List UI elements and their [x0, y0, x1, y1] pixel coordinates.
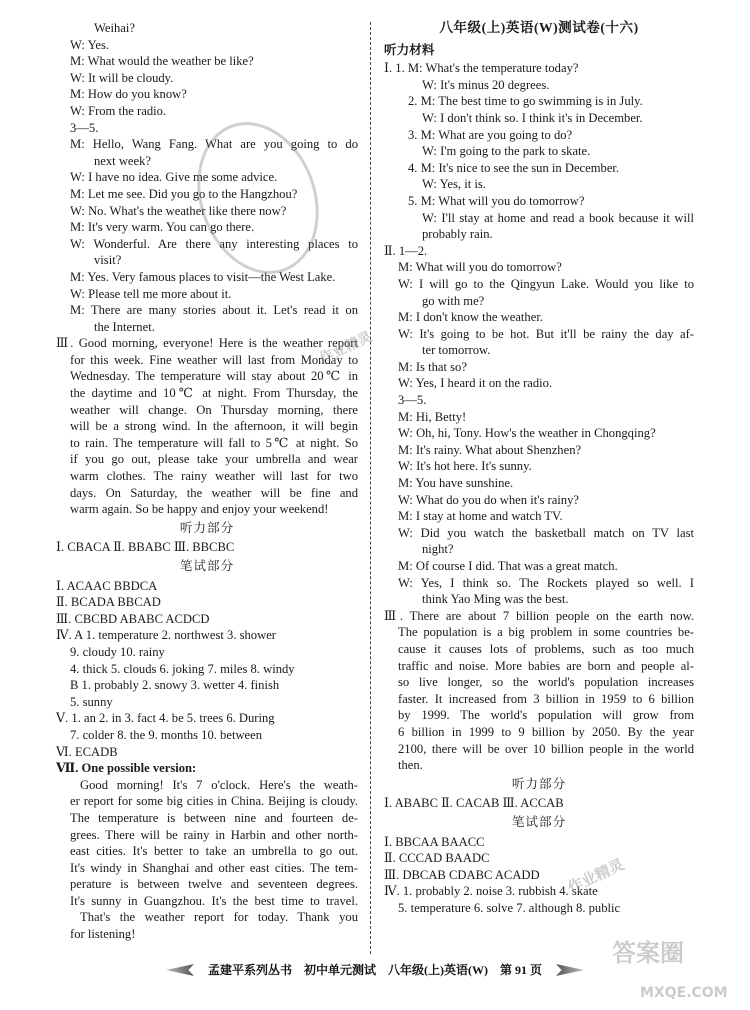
left-text-line: The temperature is between nine and fourteen de-: [70, 810, 358, 825]
left-text-line: M: It's very warm. You can go there.: [70, 220, 255, 235]
right-text-line: cause it causes lots of problems, such as too much: [398, 641, 694, 656]
left-text-line: It's sunny in Guangzhou. It's the best time to travel.: [70, 893, 358, 908]
left-text-line: W: It will be cloudy.: [70, 70, 174, 85]
right-lines: [384, 60, 694, 916]
right-text-line: Ⅰ. 1. M: What's the temperature today?: [384, 61, 579, 76]
left-text-line: M: What would the weather be like?: [70, 54, 254, 69]
right-text-line: W: I will go to the Qingyun Lake. Would you like to: [398, 276, 694, 291]
right-text-line: W: What do you do when it's rainy?: [398, 492, 579, 507]
right-text-line: The population is a big problem in some countries be-: [398, 625, 694, 640]
left-text-line: to rain. The temperature will fall to 5℃ at night. So: [70, 435, 358, 450]
left-text-line: 7. colder 8. the 9. months 10. between: [70, 727, 263, 742]
left-text-line: 5. sunny: [70, 694, 113, 709]
left-text-line: W: Please tell me more about it.: [70, 286, 232, 301]
left-text-line: visit?: [94, 253, 122, 268]
left-text-line: W: Yes.: [70, 37, 110, 52]
right-text-line: 4. M: It's nice to see the sun in December.: [408, 160, 620, 175]
right-text-line: so live longer, so the world's population increases: [398, 675, 694, 690]
left-text-line: 3—5.: [70, 120, 99, 135]
right-text-line: Ⅳ. 1. probably 2. noise 3. rubbish 4. skate: [384, 884, 598, 899]
right-text-line: faster. It increased from 3 billion in 1959 to 6 billion: [398, 691, 694, 706]
left-text-line: grees. There will be rainy in Harbin and other north-: [70, 827, 358, 842]
right-text-line: Ⅲ. There are about 7 billion people on the earth now.: [384, 608, 694, 623]
right-text-line: 5. M: What will you do tomorrow?: [408, 193, 585, 208]
left-text-line: Ⅰ. CBACA Ⅱ. BBABC Ⅲ. BBCBC: [56, 540, 235, 555]
left-text-line: weather will change. On Thursday morning, there: [70, 402, 358, 417]
right-text-line: W: I'll stay at home and read a book because it will: [422, 210, 694, 225]
left-text-line: will be a strong wind. In the afternoon, it will begin: [70, 419, 358, 434]
left-text-line: B 1. probably 2. snowy 3. wetter 4. finish: [70, 678, 280, 693]
left-text-line: Good morning! It's 7 o'clock. Here's the weath-: [80, 777, 358, 792]
left-text-line: It's windy in Shanghai and other east cities. The tem-: [70, 860, 358, 875]
right-text-line: W: It's going to be hot. But it'll be rainy the day af-: [398, 326, 694, 341]
left-text-line: That's the weather report for today. Thank you: [80, 910, 358, 925]
left-text-line: Ⅱ. BCADA BBCAD: [56, 595, 161, 610]
right-column: [384, 20, 694, 916]
left-text-line: W: Wonderful. Are there any interesting places to: [70, 236, 358, 251]
right-text-line: 2. M: The best time to go swimming is in July.: [408, 94, 643, 109]
right-text-line: W: It's minus 20 degrees.: [422, 77, 550, 92]
left-text-line: east cities. It's better to take an umbrella to go out.: [70, 844, 358, 859]
right-text-line: 2100, there will be over 10 billion people in the world: [398, 741, 694, 756]
watermark-logo: 答案圈: [612, 939, 684, 967]
right-text-line: W: Yes, I heard it on the radio.: [398, 376, 553, 391]
right-text-line: M: I don't know the weather.: [398, 310, 543, 325]
right-text-line: W: Yes, I think so. The Rockets played so well. I: [398, 575, 694, 590]
test-title: 八年级(上)英语(W)测试卷(十六): [439, 20, 639, 35]
left-text-line: Ⅵ. ECADB: [56, 744, 118, 759]
left-text-line: for this week. Fine weather will last from Monday to: [70, 352, 358, 367]
right-text-line: W: Yes, it is.: [422, 177, 486, 192]
right-text-line: M: What will you do tomorrow?: [398, 260, 562, 275]
right-text-line: 3. M: What are you going to do?: [408, 127, 573, 142]
right-text-line: ter tomorrow.: [422, 343, 491, 358]
right-text-line: 5. temperature 6. solve 7. although 8. public: [398, 900, 621, 915]
right-text-line: 6 billion in 1999 to 9 billion by 2050. By the year: [398, 724, 694, 739]
right-text-line: 3—5.: [398, 393, 427, 408]
left-text-line: perature is between twelve and seventeen degrees.: [70, 877, 358, 892]
footer-book: 初中单元测试: [303, 962, 376, 977]
watermark-text: 作业精灵: [564, 855, 627, 897]
arrow-decoration-icon: [166, 964, 194, 976]
right-text-line: night?: [422, 542, 454, 557]
left-text-line: M: Let me see. Did you go to the Hangzhou?: [70, 186, 298, 201]
right-text-line: M: You have sunshine.: [398, 476, 514, 491]
arrow-decoration-icon: [556, 964, 584, 976]
right-text-line: then.: [398, 758, 423, 773]
right-text-line: W: Did you watch the basketball match on TV last: [398, 525, 694, 540]
left-text-line: M: How do you know?: [70, 87, 187, 102]
right-text-line: 听力部分: [511, 776, 567, 791]
right-text-line: Ⅰ. BBCAA BAACC: [384, 834, 485, 849]
footer-page-number: 第 91 页: [500, 962, 543, 977]
left-text-line: Ⅶ. One possible version:: [56, 761, 197, 776]
left-text-line: warm clothes. The rainy weather will last for two: [70, 469, 358, 484]
right-text-line: Ⅱ. CCCAD BAADC: [384, 851, 490, 866]
left-text-line: Wednesday. The temperature will stay about 20℃ in: [70, 369, 358, 384]
left-text-line: next week?: [94, 153, 151, 168]
right-text-line: Ⅲ. DBCAB CDABC ACADD: [384, 867, 540, 882]
right-text-line: Ⅱ. 1—2.: [384, 243, 428, 258]
left-text-line: M: Yes. Very famous places to visit—the West Lake.: [70, 269, 336, 284]
right-text-line: probably rain.: [422, 227, 493, 242]
left-text-line: warm again. So be happy and enjoy your weekend!: [70, 502, 329, 517]
left-text-line: M: There are many stories about it. Let's read it on: [70, 303, 358, 318]
left-text-line: M: Hello, Wang Fang. What are you going to do: [70, 137, 358, 152]
left-text-line: if you go out, please take your umbrella and wear: [70, 452, 358, 467]
column-divider: [370, 22, 371, 954]
left-text-line: Ⅲ. Good morning, everyone! Here is the weather report: [56, 336, 358, 351]
left-text-line: Ⅲ. CBCBD ABABC ACDCD: [56, 611, 210, 626]
right-text-line: M: I stay at home and watch TV.: [398, 509, 563, 524]
right-text-line: Ⅰ. ABABC Ⅱ. CACAB Ⅲ. ACCAB: [384, 796, 564, 811]
left-text-line: er report for some big cities in China. Beijing is cloudy.: [70, 794, 358, 809]
left-text-line: 9. cloudy 10. rainy: [70, 644, 165, 659]
right-text-line: M: It's rainy. What about Shenzhen?: [398, 442, 582, 457]
left-text-line: W: From the radio.: [70, 103, 167, 118]
left-text-line: days. On Saturday, the weather will be fine and: [70, 485, 358, 500]
left-text-line: 听力部分: [179, 520, 235, 535]
right-text-line: traffic and noise. More babies are born and people al-: [398, 658, 694, 673]
right-text-line: W: Oh, hi, Tony. How's the weather in Chongqing?: [398, 426, 656, 441]
listening-material-heading: 听力材料: [384, 42, 435, 57]
footer-series: 孟建平系列丛书: [207, 962, 292, 977]
right-text-line: W: I don't think so. I think it's in December.: [422, 110, 643, 125]
right-text-line: go with me?: [422, 293, 485, 308]
left-text-line: Ⅰ. ACAAC BBDCA: [56, 578, 158, 593]
watermark-text: 作业精灵: [317, 328, 375, 368]
right-text-line: 笔试部分: [511, 814, 567, 829]
footer-grade: 八年级(上)英语(W): [388, 962, 488, 977]
left-text-line: Ⅴ. 1. an 2. in 3. fact 4. be 5. trees 6. During: [56, 711, 275, 726]
left-text-line: Weihai?: [94, 21, 135, 35]
left-text-line: the Internet.: [94, 319, 155, 334]
left-text-line: 笔试部分: [179, 559, 235, 573]
right-text-line: M: Hi, Betty!: [398, 409, 467, 424]
right-text-line: W: It's hot here. It's sunny.: [398, 459, 532, 474]
left-text-line: Ⅳ. A 1. temperature 2. northwest 3. shower: [56, 628, 276, 643]
watermark-url: MXQE.COM: [640, 985, 728, 1001]
left-text-line: 4. thick 5. clouds 6. joking 7. miles 8. windy: [70, 661, 295, 676]
right-text-line: by 1999. The world's population will grow from: [398, 708, 694, 723]
right-text-line: M: Of course I did. That was a great match.: [398, 559, 618, 573]
right-text-line: W: I'm going to the park to skate.: [422, 144, 591, 159]
left-text-line: the daytime and 10℃ at night. From Thursday, the: [70, 386, 358, 401]
left-text-line: W: I have no idea. Give me some advice.: [70, 170, 278, 185]
left-text-line: W: No. What's the weather like there now?: [70, 203, 287, 218]
left-text-line: for listening!: [70, 927, 136, 942]
right-text-line: M: Is that so?: [398, 359, 467, 374]
right-text-line: think Yao Ming was the best.: [422, 592, 569, 607]
page-footer: [140, 958, 610, 982]
